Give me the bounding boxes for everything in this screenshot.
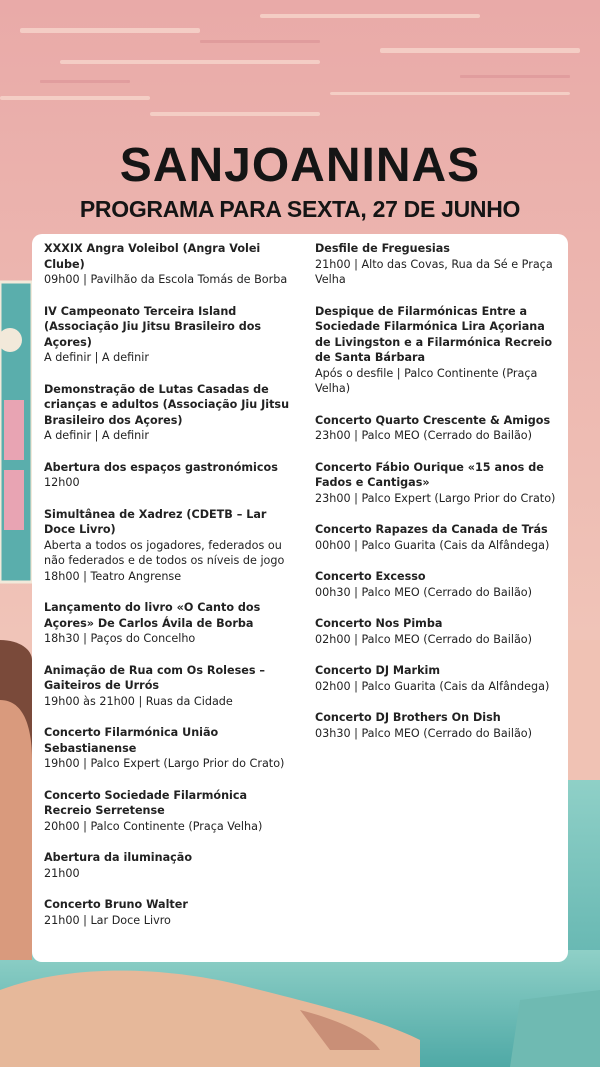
event-detail: 00h30 | Palco MEO (Cerrado do Bailão) <box>315 585 533 599</box>
event-title: Concerto Nos Pimba <box>315 617 443 630</box>
schedule-item <box>315 522 560 553</box>
event-detail: 21h00 | Lar Doce Livro <box>44 913 171 927</box>
page-subtitle: PROGRAMA PARA SEXTA, 27 DE JUNHO <box>79 196 521 222</box>
event-title: Abertura da iluminação <box>44 851 193 864</box>
schedule-item <box>315 569 560 600</box>
schedule-column-left <box>44 241 294 944</box>
event-detail: Após o desfile | Palco Continente (Praça Velha) <box>315 366 538 395</box>
schedule-item <box>44 663 294 710</box>
schedule-item <box>315 304 560 397</box>
event-detail: 03h30 | Palco MEO (Cerrado do Bailão) <box>315 726 533 740</box>
schedule-item <box>44 382 294 444</box>
event-detail: 18h30 | Paços do Concelho <box>44 632 196 645</box>
page-title: SANJOANINAS <box>119 139 481 192</box>
event-title: Concerto Rapazes da Canada de Trás <box>315 523 548 536</box>
event-title: Concerto DJ Markim <box>315 664 441 677</box>
event-detail: 23h00 | Palco MEO (Cerrado do Bailão) <box>315 429 533 442</box>
event-detail: Aberta a todos os jogadores, federados ou não federados e de todos os níveis de jogo 18h00 | Teatro Angrense <box>44 538 285 583</box>
event-detail: 19h00 às 21h00 | Ruas da Cidade <box>44 694 233 708</box>
event-title: Concerto DJ Brothers On Dish <box>315 711 501 724</box>
event-detail: 21h00 <box>44 866 80 880</box>
event-title: Concerto Filarmónica União Sebastianense <box>44 726 219 755</box>
event-title: Demonstração de Lutas Casadas de crianças e adultos (Associação Jiu Jitsu Brasileiro dos Açores) <box>44 382 290 427</box>
schedule-item <box>44 788 294 835</box>
event-title: Lançamento do livro «O Canto dos Açores» De Carlos Ávila de Borba <box>44 601 261 630</box>
schedule-item <box>315 413 560 444</box>
event-title: Concerto Quarto Crescente & Amigos <box>315 413 551 427</box>
schedule-item <box>44 850 294 881</box>
event-title: Concerto Bruno Walter <box>44 898 188 911</box>
schedule-item <box>315 460 560 507</box>
schedule-item <box>44 241 294 288</box>
event-detail: 23h00 | Palco Expert (Largo Prior do Crato) <box>315 491 556 505</box>
event-detail: A definir | A definir <box>44 351 149 364</box>
event-detail: 02h00 | Palco Guarita (Cais da Alfândega) <box>315 679 550 693</box>
schedule-item <box>315 616 560 647</box>
event-title: Concerto Sociedade Filarmónica Recreio Serretense <box>44 788 248 817</box>
schedule-item <box>44 897 294 928</box>
event-title: Concerto Fábio Ourique «15 anos de Fados e Cantigas» <box>315 460 544 489</box>
event-detail: 21h00 | Alto das Covas, Rua da Sé e Praça Velha <box>315 257 553 286</box>
event-title: Animação de Rua com Os Roleses – Gaiteiros de Urrós <box>44 663 265 692</box>
schedule-card <box>32 234 568 962</box>
event-detail: A definir | A definir <box>44 429 149 442</box>
event-title: Simultânea de Xadrez (CDETB – Lar Doce Livro) <box>44 507 267 536</box>
event-detail: 02h00 | Palco MEO (Cerrado do Bailão) <box>315 632 533 646</box>
event-detail: 19h00 | Palco Expert (Largo Prior do Crato) <box>44 757 285 770</box>
event-title: Desfile de Freguesias <box>315 242 450 255</box>
schedule-item <box>44 304 294 366</box>
schedule-column-right <box>315 241 560 757</box>
event-title: Abertura dos espaços gastronómicos <box>44 460 278 474</box>
event-detail: 09h00 | Pavilhão da Escola Tomás de Borba <box>44 273 288 286</box>
event-title: XXXIX Angra Voleibol (Angra Volei Clube) <box>44 242 261 271</box>
schedule-item <box>315 663 560 694</box>
schedule-item <box>315 241 560 288</box>
event-detail: 00h00 | Palco Guarita (Cais da Alfândega) <box>315 538 550 552</box>
schedule-item <box>315 710 560 741</box>
event-detail: 20h00 | Palco Continente (Praça Velha) <box>44 819 263 833</box>
event-detail: 12h00 <box>44 476 80 489</box>
schedule-item <box>44 600 294 647</box>
schedule-item <box>44 460 294 491</box>
schedule-item <box>44 507 294 585</box>
event-title: IV Campeonato Terceira Island (Associação Jiu Jitsu Brasileiro dos Açores) <box>44 304 262 349</box>
event-title: Despique de Filarmónicas Entre a Sociedade Filarmónica Lira Açoriana de Livingston e a Filarmónica Recreio de Santa Bárbara <box>315 304 553 364</box>
event-title: Concerto Excesso <box>315 570 426 583</box>
schedule-item <box>44 725 294 772</box>
